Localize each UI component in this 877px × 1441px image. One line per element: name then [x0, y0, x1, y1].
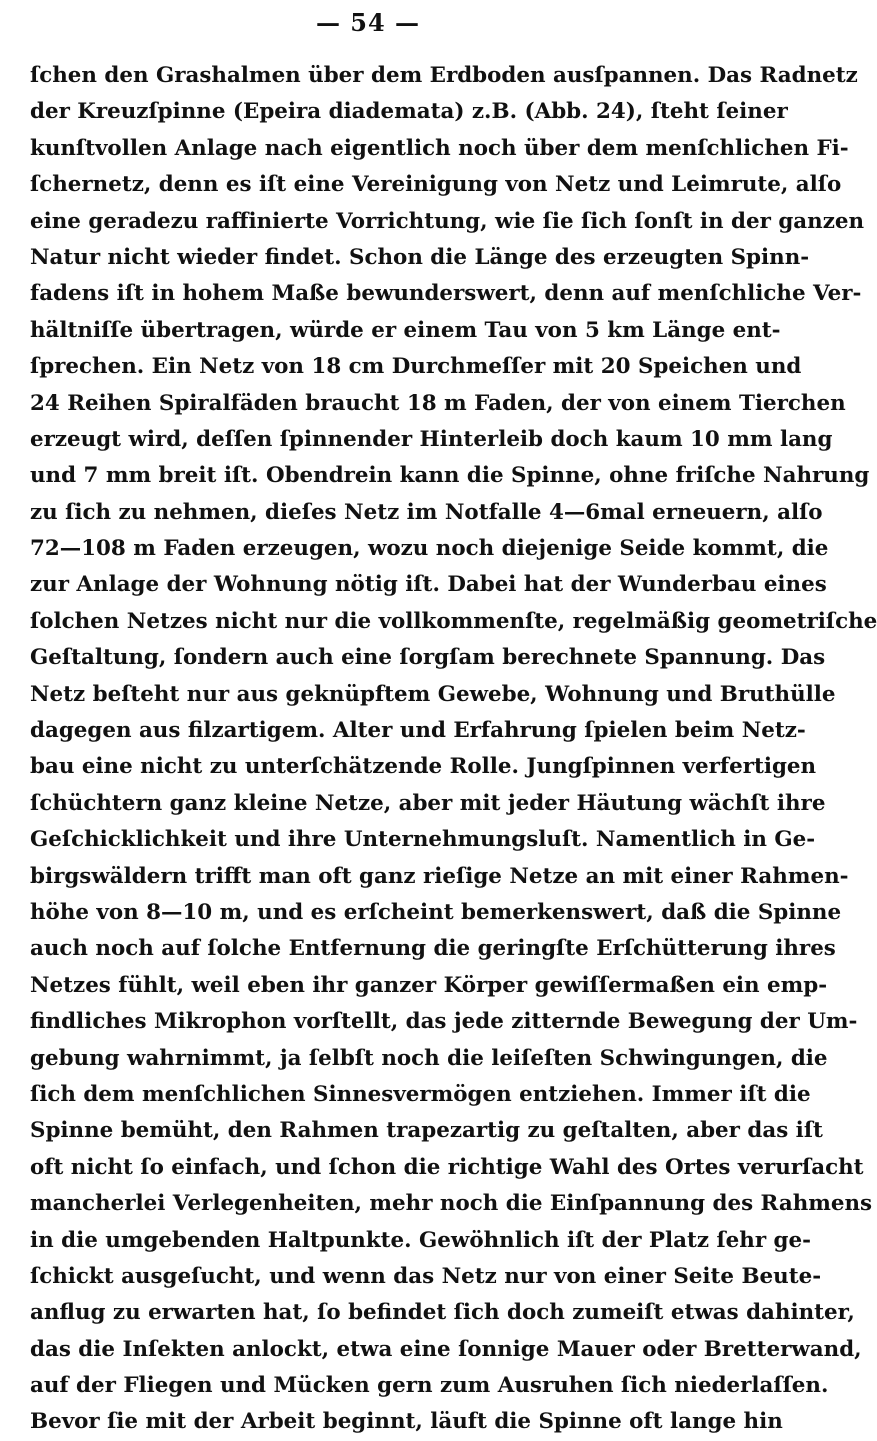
text-line: ſolchen Netzes nicht nur die vollkommenſte, regelmäßig geometriſche — [30, 608, 877, 634]
text-line: 72—108 m Faden erzeugen, wozu noch diejenige Seide kommt, die — [30, 536, 829, 562]
text-line: Bevor ſie mit der Arbeit beginnt, läuft die Spinne oft lange hin — [30, 1409, 783, 1435]
text-line: bau eine nicht zu unterſchätzende Rolle. Jungſpinnen verfertigen — [30, 754, 817, 780]
text-line: mancherlei Verlegenheiten, mehr noch die Einſpannung des Rahmens — [30, 1191, 873, 1217]
text-line: Netzes fühlt, weil eben ihr ganzer Körper gewiſſermaßen ein emp- — [30, 972, 828, 998]
text-line: höhe von 8—10 m, und es erſcheint bemerkenswert, daß die Spinne — [30, 899, 842, 925]
text-line: oft nicht ſo einfach, und ſchon die richtige Wahl des Ortes verurſacht — [30, 1154, 864, 1180]
text-line: und 7 mm breit iſt. Obendrein kann die Spinne, ohne friſche Nahrung — [30, 463, 870, 489]
text-line: kunſtvollen Anlage nach eigentlich noch über dem menſchlichen Fi- — [30, 135, 849, 161]
text-line: in die umgebenden Haltpunkte. Gewöhnlich iſt der Platz ſehr ge- — [30, 1227, 811, 1253]
text-line: das die Inſekten anlockt, etwa eine ſonnige Mauer oder Bretterwand, — [30, 1336, 862, 1362]
text-line: hältniſſe übertragen, würde er einem Tau von 5 km Länge ent- — [30, 317, 781, 343]
text-line: ſchernetz, denn es iſt eine Vereinigung von Netz und Leimrute, alſo — [30, 172, 842, 198]
text-line: zur Anlage der Wohnung nötig iſt. Dabei hat der Wunderbau eines — [30, 572, 827, 598]
text-line: fadens iſt in hohem Maße bewunderswert, denn auf menſchliche Ver- — [30, 281, 862, 307]
text-line: ſchen den Grashalmen über dem Erdboden ausſpannen. Das Radnetz — [30, 63, 858, 88]
text-line: Netz beſteht nur aus geknüpftem Gewebe, Wohnung und Bruthülle — [30, 681, 836, 707]
text-line: birgswäldern trifft man oft ganz rieſige Netze an mit einer Rahmen- — [30, 863, 849, 889]
text-line: eine geradezu raffinierte Vorrichtung, wie ſie ſich ſonſt in der ganzen — [30, 208, 865, 234]
text-line: 24 Reihen Spiralfäden braucht 18 m Faden, der von einem Tierchen — [30, 390, 846, 416]
text-line: Geſchicklichkeit und ihre Unternehmungsluſt. Namentlich in Ge- — [30, 827, 816, 853]
text-line: ſchüchtern ganz kleine Netze, aber mit jeder Häutung wächſt ihre — [30, 790, 826, 816]
page-number: — 54 — — [315, 8, 421, 37]
text-line: auch noch auf ſolche Entfernung die geringſte Erſchütterung ihres — [30, 936, 836, 962]
text-line: Spinne bemüht, den Rahmen trapezartig zu geſtalten, aber das iſt — [30, 1118, 823, 1144]
text-line: erzeugt wird, deſſen ſpinnender Hinterleib doch kaum 10 mm lang — [30, 426, 833, 452]
text-line: ſich dem menſchlichen Sinnesvermögen entziehen. Immer iſt die — [30, 1081, 811, 1107]
text-line: auf der Fliegen und Mücken gern zum Ausruhen ſich niederlaſſen. — [30, 1373, 829, 1399]
text-line: zu ſich zu nehmen, dieſes Netz im Notfalle 4—6mal erneuern, alſo — [30, 499, 823, 525]
text-line: Geſtaltung, ſondern auch eine ſorgſam berechnete Spannung. Das — [30, 645, 826, 671]
body-text — [30, 58, 877, 1441]
text-line: der Kreuzſpinne (Epeira diademata) z.B. (Abb. 24), ſteht ſeiner — [30, 99, 788, 125]
text-line: Natur nicht wieder findet. Schon die Länge des erzeugten Spinn- — [30, 244, 810, 270]
text-line: anflug zu erwarten hat, ſo befindet ſich doch zumeiſt etwas dahinter, — [30, 1300, 855, 1326]
text-line: ſprechen. Ein Netz von 18 cm Durchmeſſer mit 20 Speichen und — [30, 354, 802, 380]
text-line: findliches Mikrophon vorſtellt, das jede zitternde Bewegung der Um- — [30, 1009, 858, 1035]
text-line: gebung wahrnimmt, ja ſelbſt noch die leiſeſten Schwingungen, die — [30, 1045, 828, 1071]
text-line: dagegen aus filzartigem. Alter und Erfahrung ſpielen beim Netz- — [30, 718, 806, 744]
text-line: ſchickt ausgeſucht, und wenn das Netz nur von einer Seite Beute- — [30, 1263, 822, 1289]
